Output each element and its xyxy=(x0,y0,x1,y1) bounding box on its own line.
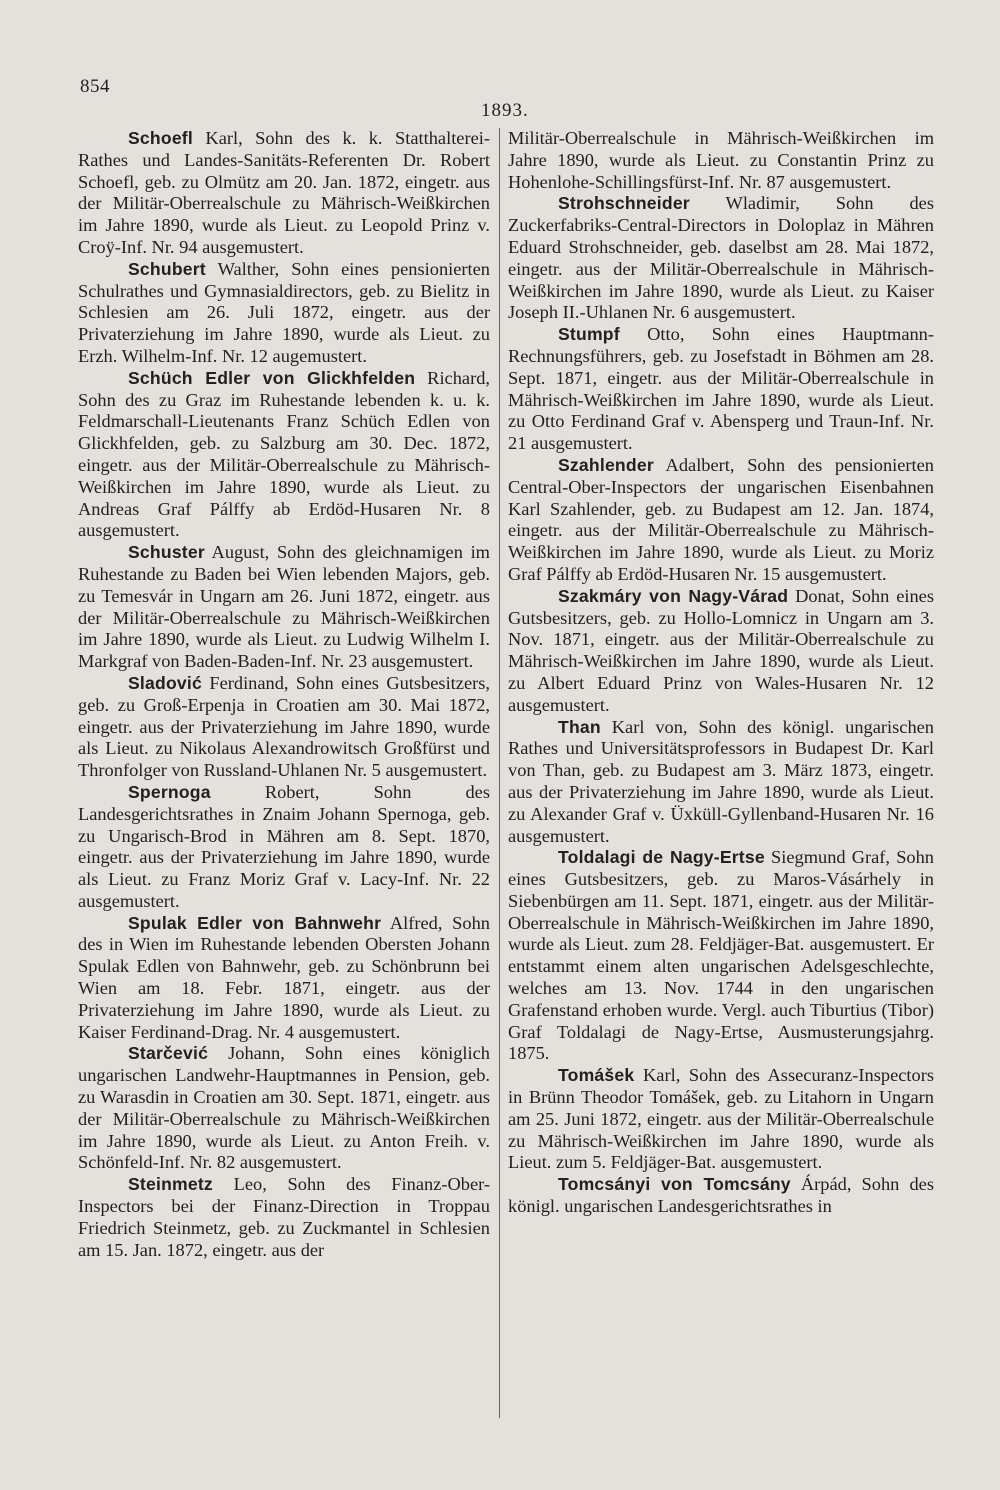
entry xyxy=(508,717,934,848)
entry-name: Tomcsányi von Tomcsány xyxy=(558,1174,791,1195)
entry-text: Adalbert, Sohn des pensionierten Central-Ober-Inspectors der ungarischen Eisenbahnen Karl Szahlender, geb. zu Budapest am 12. Jan. 1874, eingetr. aus der Militär-Oberrealschule zu Mährisch-Weißkirchen im Jahre 1890, wurde als Lieut. zu Moriz Graf Pálffy ab Erdöd-Husaren Nr. 15 ausgemustert. xyxy=(508,454,934,584)
entry xyxy=(508,1065,934,1174)
entry xyxy=(78,782,490,913)
entry xyxy=(508,586,934,717)
entry xyxy=(508,193,934,324)
entry-name: Strohschneider xyxy=(558,193,690,214)
entry-name: Tomášek xyxy=(558,1065,635,1086)
entry-text: Árpád, Sohn des königl. ungarischen Landesgerichtsrathes in xyxy=(508,1174,934,1217)
entry-text: Walther, Sohn eines pensionierten Schulrathes und Gymnasialdirectors, geb. zu Bielitz in Schlesien am 26. Juli 1872, eingetr. aus der Privaterziehung im Jahre 1890, wurde als Lieut. zu Erzh. Wilhelm-Inf. Nr. 12 augemustert. xyxy=(78,258,490,366)
entry-text: Ferdinand, Sohn eines Gutsbesitzers, geb. zu Groß-Erpenja in Croatien am 30. Mai 1872, eingetr. aus der Privaterziehung im Jahre 1890, wurde als Lieut. zu Nikolaus Alexandrowitsch Großfürst und Thronfolger von Russland-Uhlanen Nr. 5 ausgemustert. xyxy=(78,672,490,781)
entry-text: Johann, Sohn eines königlich ungarischen Landwehr-Hauptmannes in Pension, geb. zu Warasdin in Croatien am 30. Sept. 1871, eingetr. aus der Militär-Oberrealschule zu Mährisch-Weißkirchen im Jahre 1890, wurde als Lieut. zu Anton Freih. v. Schönfeld-Inf. Nr. 82 ausgemustert. xyxy=(78,1043,490,1173)
entry-name: Spulak Edler von Bahnwehr xyxy=(128,912,382,933)
left-column xyxy=(78,128,490,1261)
entry-text: Karl von, Sohn des königl. ungarischen Rathes und Universitätsprofessors in Budapest Dr. Karl von Than, geb. zu Budapest am 3. März 1873, eingetr. aus der Privaterziehung im Jahre 1890, wurde als Lieut. zu Alexander Graf v. Üxküll-Gyllenband-Husaren Nr. 16 ausgemustert. xyxy=(508,716,934,846)
entry-text: Wladimir, Sohn des Zuckerfabriks-Central-Directors in Doloplaz in Mähren Eduard Strohschneider, geb. daselbst am 28. Mai 1872, eingetr. aus der Militär-Oberrealschule in Mährisch-Weißkirchen im Jahre 1890, wurde als Lieut. zu Kaiser Joseph II.-Uhlanen Nr. 6 ausgemustert. xyxy=(508,193,934,323)
entry-name: Sladović xyxy=(128,672,202,693)
entry-text: Robert, Sohn des Landesgerichtsrathes in Znaim Johann Spernoga, geb. zu Ungarisch-Brod in Mähren am 8. Sept. 1870, eingetr. aus der Privaterziehung im Jahre 1890, wurde als Lieut. zu Franz Moriz Graf v. Lacy-Inf. Nr. 22 ausgemustert. xyxy=(78,781,490,911)
entry-text: Siegmund Graf, Sohn eines Gutsbesitzers, geb. zu Maros-Vásárhely in Siebenbürgen am 11. Sept. 1871, eingetr. aus der Militär-Oberrealschule in Mährisch-Weißkirchen im Jahre 1890, wurde als Lieut. zum 28. Feldjäger-Bat. ausgemustert. Er entstammt einem alten ungarischen Adelsgeschlechte, welches am 13. Nov. 1744 in den ungarischen Grafenstand erhoben wurde. Vergl. auch Tiburtius (Tibor) Graf Toldalagi de Nagy-Ertse, Ausmusterungsjahrg. 1875. xyxy=(508,847,935,1064)
entry-text: Otto, Sohn eines Hauptmann-Rechnungsführers, geb. zu Josefstadt in Böhmen am 28. Sept. 1871, eingetr. aus der Militär-Oberrealschule in Mährisch-Weißkirchen im Jahre 1890, wurde als Lieut. zu Otto Ferdinand Graf v. Abensperg und Traun-Inf. Nr. 21 ausgemustert. xyxy=(508,324,934,454)
entry-text: Alfred, Sohn des in Wien im Ruhestande lebenden Obersten Johann Spulak Edlen von Bahnwehr, geb. zu Schönbrunn bei Wien am 18. Febr. 1871, eingetr. aus der Privaterziehung im Jahre 1890, wurde als Lieut. zu Kaiser Ferdinand-Drag. Nr. 4 ausgemustert. xyxy=(78,912,491,1042)
entry xyxy=(78,1043,490,1174)
entry xyxy=(508,1174,934,1218)
entry-name: Schoefl xyxy=(128,128,193,148)
entry-name: Stumpf xyxy=(558,324,620,345)
entry xyxy=(508,324,934,455)
entry-text: Karl, Sohn des Assecuranz-Inspectors in Brünn Theodor Tomášek, geb. zu Litahorn in Ungarn am 25. Juni 1872, eingetr. aus der Militär-Oberrealschule zu Mährisch-Weißkirchen im Jahre 1890, wurde als Lieut. zum 5. Feldjäger-Bat. ausgemustert. xyxy=(508,1065,934,1173)
entry xyxy=(78,259,490,368)
entry-name: Schüch Edler von Glickhfelden xyxy=(128,367,416,388)
entry xyxy=(78,913,490,1044)
entry-name: Schubert xyxy=(128,258,206,279)
entry-text: Leo, Sohn des Finanz-Ober-Inspectors bei der Finanz-Direction in Troppau Friedrich Steinmetz, geb. zu Zuckmantel in Schlesien am 15. Jan. 1872, eingetr. aus der xyxy=(78,1174,490,1260)
entry xyxy=(78,368,490,542)
entry xyxy=(508,847,934,1065)
entry xyxy=(78,542,490,673)
entry-name: Szahlender xyxy=(558,454,654,475)
entry-continuation: Militär-Oberrealschule in Mährisch-Weißkirchen im Jahre 1890, wurde als Lieut. zu Constantin Prinz zu Hohenlohe-Schillingsfürst-Inf. Nr. 87 ausgemustert. xyxy=(508,128,934,192)
entry-name: Toldalagi de Nagy-Ertse xyxy=(558,847,765,868)
entry xyxy=(78,673,490,782)
entry xyxy=(508,455,934,586)
entry xyxy=(78,128,490,259)
entry-text: Donat, Sohn eines Gutsbesitzers, geb. zu Hollo-Lomnicz in Ungarn am 3. Nov. 1871, eingetr. aus der Militär-Oberrealschule zu Mährisch-Weißkirchen im Jahre 1890, wurde als Lieut. zu Albert Eduard Prinz von Wales-Husaren Nr. 12 ausgemustert. xyxy=(508,585,934,715)
entry-name: Spernoga xyxy=(128,781,211,802)
entry-name: Steinmetz xyxy=(128,1174,213,1195)
right-column xyxy=(508,128,934,1218)
entry xyxy=(78,1174,490,1261)
entry-name: Than xyxy=(558,716,601,737)
column-divider xyxy=(499,128,500,1418)
entry-text: August, Sohn des gleichnamigen im Ruhestande zu Baden bei Wien lebenden Majors, geb. zu Temesvár in Ungarn am 26. Juni 1872, eingetr. aus der Militär-Oberrealschule zu Mährisch-Weißkirchen im Jahre 1890, wurde als Lieut. zu Ludwig Wilhelm I. Markgraf von Baden-Baden-Inf. Nr. 23 ausgemustert. xyxy=(78,542,490,672)
page-number: 854 xyxy=(80,76,110,97)
entry-name: Szakmáry von Nagy-Várad xyxy=(558,585,789,606)
entry-text: Richard, Sohn des zu Graz im Ruhestande lebenden k. u. k. Feldmarschall-Lieutenants Franz Schüch Edlen von Glickhfelden, geb. zu Salzburg am 30. Dec. 1872, eingetr. aus der Militär-Oberrealschule zu Mährisch-Weißkirchen im Jahre 1890, wurde als Lieut. zu Andreas Graf Pálffy ab Erdöd-Husaren Nr. 8 ausgemustert. xyxy=(78,367,490,541)
entry-text: Karl, Sohn des k. k. Statthalterei-Rathes und Landes-Sanitäts-Referenten Dr. Robert Schoefl, geb. zu Olmütz am 20. Jan. 1872, eingetr. aus der Militär-Oberrealschule zu Mährisch-Weißkirchen im Jahre 1890, wurde als Lieut. zu Leopold Prinz v. Croÿ-Inf. Nr. 94 ausgemustert. xyxy=(78,128,490,257)
page-year-heading: 1893. xyxy=(481,100,529,121)
entry-name: Starčević xyxy=(128,1043,209,1064)
entry-name: Schuster xyxy=(128,542,205,563)
